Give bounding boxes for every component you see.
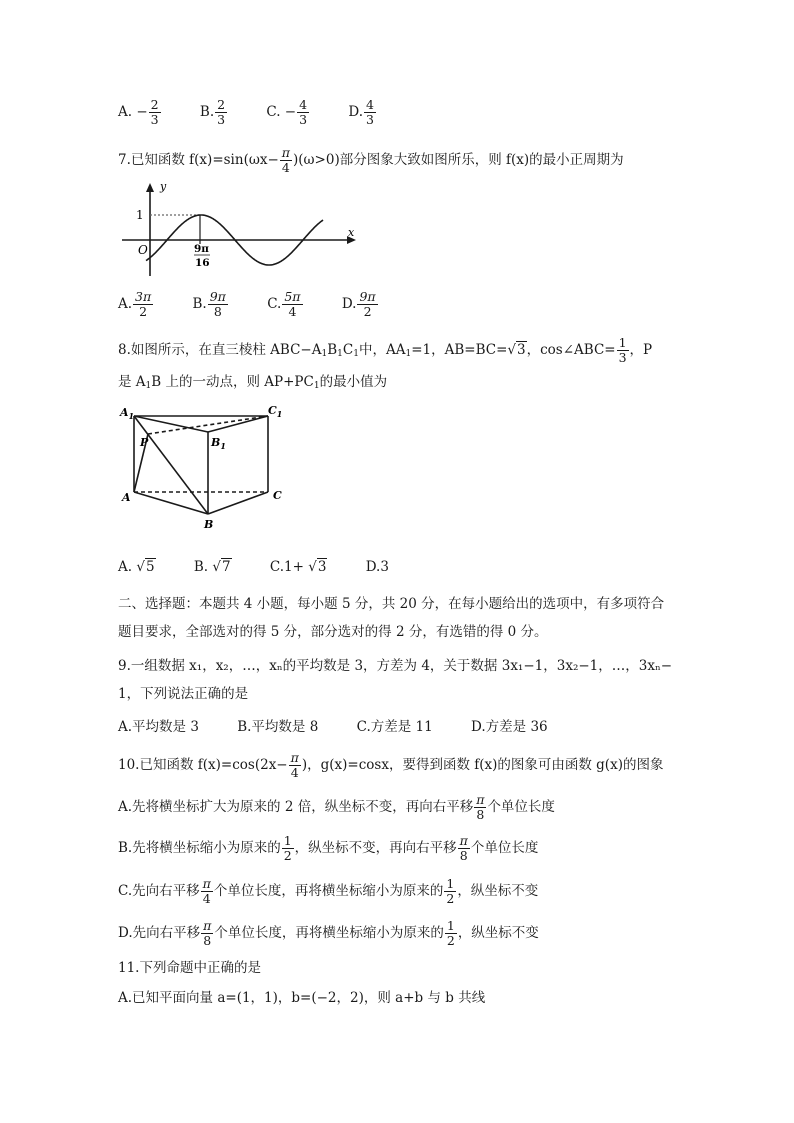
option-text: 个单位长度，再将横坐标缩小为原来的 [214, 925, 444, 941]
sqrt: √5 [136, 558, 155, 575]
q7-stem [118, 146, 624, 175]
denominator: 4 [290, 765, 299, 780]
numerator: π [203, 918, 212, 933]
option-text: ，纵坐标不变，再向右平移 [294, 840, 457, 856]
fraction [215, 98, 227, 127]
option-label: A. [118, 296, 133, 312]
numerator: 1 [618, 335, 627, 350]
denominator: 8 [203, 933, 212, 948]
option-label: C.1+ [269, 558, 304, 575]
stem-text: 中，AA [358, 342, 406, 358]
q8-stem-line-2 [118, 372, 387, 396]
option-text: 个单位长度 [487, 799, 555, 815]
label-letter: A [120, 406, 129, 419]
stem-text: ，P [629, 342, 653, 358]
numerator: 1 [283, 833, 292, 848]
origin-label: O [138, 243, 148, 257]
option-text: ，纵坐标不变 [457, 925, 539, 941]
subscript: 1 [337, 349, 343, 359]
stem-text: C [342, 342, 354, 358]
fraction [201, 919, 213, 948]
q10-stem [118, 751, 663, 780]
sqrt: √3 [308, 558, 327, 575]
q8-option-d [366, 557, 389, 577]
option-text: B.先将横坐标缩小为原来的 [118, 840, 281, 856]
label-letter: C [268, 404, 277, 417]
q9-option-d: D.方差是 36 [471, 718, 548, 735]
denominator: 4 [281, 160, 290, 175]
denominator: 3 [217, 112, 226, 127]
fraction [364, 98, 376, 127]
denominator: 4 [288, 304, 297, 319]
denominator: 8 [459, 848, 468, 863]
q10-option-d [118, 919, 539, 948]
radicand: 3 [517, 342, 526, 358]
option-label: D. [348, 104, 364, 120]
q10-option-a [118, 793, 555, 822]
q8-option-c [270, 557, 328, 577]
option-text: 个单位长度，再将横坐标缩小为原来的 [213, 883, 444, 899]
option-label: A. − [118, 104, 148, 120]
q8-options [118, 556, 423, 577]
numerator: 9π [359, 289, 376, 304]
denominator: 3 [618, 350, 627, 365]
subscript: 1 [145, 381, 152, 391]
fraction [201, 877, 213, 906]
denominator: 2 [446, 933, 455, 948]
option-label: A. [118, 558, 133, 575]
denominator: 8 [476, 807, 485, 822]
x-label: x [348, 226, 355, 239]
numerator: π [290, 750, 299, 765]
q10-option-c [118, 877, 538, 906]
numerator: 4 [299, 97, 308, 112]
q7-option-a [118, 290, 154, 319]
q8-option-a [118, 557, 156, 577]
fraction [297, 98, 309, 127]
label-a1 [119, 406, 134, 421]
stem-text: 是 A [118, 374, 146, 390]
label-subscript: 1 [276, 409, 283, 419]
section2-instructions-line-2: 题目要求，全部选对的得 5 分，部分选对的得 2 分，有选错的得 0 分。 [118, 624, 548, 640]
q9-stem-line-1: 9.一组数据 x₁，x₂，…，xₙ的平均数是 3，方差为 4，关于数据 3x₁−1，3x₂−1，…，3xₙ− [118, 658, 673, 674]
denominator: 3 [366, 112, 374, 127]
fraction [617, 336, 629, 365]
denominator: 3 [150, 112, 159, 127]
y-axis-arrow [146, 183, 154, 192]
q7-option-c [267, 290, 303, 319]
fraction [444, 877, 456, 906]
tick-label-denominator: 16 [195, 257, 210, 269]
fraction [282, 834, 294, 863]
numerator: 2 [217, 97, 226, 112]
denominator: 2 [283, 848, 292, 863]
stem-text: 的最小值为 [319, 374, 388, 390]
option-label: D. [341, 296, 357, 312]
fraction [149, 98, 161, 127]
radicand: 3 [317, 558, 327, 575]
denominator: 8 [213, 304, 222, 319]
fraction [445, 919, 457, 948]
section2-instructions-line-1: 二、选择题：本题共 4 小题，每小题 5 分，共 20 分，在每小题给出的选项中，有多项符合 [118, 596, 665, 612]
sqrt: √3 [507, 342, 526, 358]
edge-b1c1 [208, 416, 268, 432]
stem-text: 8.如图所示，在直三棱柱 ABC−A [118, 342, 322, 358]
fraction [133, 290, 153, 319]
label-subscript: 1 [128, 411, 135, 421]
option-label: B. [199, 104, 215, 120]
stem-text: ，cos∠ABC= [526, 342, 616, 358]
label-letter: B [211, 436, 221, 449]
fraction [458, 834, 470, 863]
q9-option-b: B.平均数是 8 [237, 718, 319, 735]
numerator: π [476, 792, 485, 807]
q11-stem: 11.下列命题中正确的是 [118, 960, 261, 976]
q9-options [118, 716, 582, 737]
fraction [282, 290, 302, 319]
y-label: y [160, 180, 167, 193]
numerator: 1 [446, 918, 455, 933]
q9-option-a: A.平均数是 3 [118, 718, 199, 735]
q6-option-b [200, 98, 228, 127]
q6-option-c [266, 98, 310, 127]
numerator: 2 [150, 97, 159, 112]
fraction [357, 290, 377, 319]
radicand: 7 [221, 558, 231, 575]
subscript: 1 [313, 381, 320, 391]
option-text: 个单位长度 [470, 840, 539, 856]
stem-text: B 上的一动点，则 AP+PC [151, 374, 314, 390]
q8-option-b [194, 557, 232, 577]
q6-option-a [118, 98, 162, 127]
label-c: C [273, 489, 282, 502]
stem-text: B [327, 342, 338, 358]
q9-stem-line-2: 1，下列说法正确的是 [118, 686, 249, 702]
one-label: 1 [136, 208, 144, 222]
q11-option-a: A.已知平面向量 a=(1，1)，b=(−2，2)，则 a+b 与 b 共线 [118, 990, 486, 1006]
stem-text: )，g(x)=cosx，要得到函数 f(x)的图象可由函数 g(x)的图象 [301, 757, 664, 773]
q7-option-d [342, 290, 379, 319]
option-text: C.先向右平移 [118, 883, 200, 899]
label-b: B [204, 518, 214, 531]
label-b1 [210, 436, 226, 451]
q10-option-b [118, 834, 538, 863]
option-label: D.3 [365, 558, 389, 575]
numerator: 9π [209, 289, 226, 304]
q8-prism-figure [118, 404, 288, 532]
q9-option-c: C.方差是 11 [356, 718, 433, 735]
denominator: 4 [202, 891, 211, 906]
stem-text: )(ω>0)部分图象大致如图所乐，则 f(x)的最小正周期为 [293, 152, 624, 168]
q7-options [118, 290, 413, 319]
fraction [474, 793, 486, 822]
option-label: C. [267, 296, 282, 312]
option-text: D.先向右平移 [118, 925, 201, 941]
stem-text: 10.已知函数 f(x)=cos(2x− [118, 757, 288, 773]
option-text: ，纵坐标不变 [457, 883, 539, 899]
fraction [280, 146, 292, 175]
q7-option-b [193, 290, 229, 319]
numerator: π [281, 145, 290, 160]
numerator: π [202, 876, 211, 891]
denominator: 2 [446, 891, 455, 906]
numerator: 3π [135, 289, 152, 304]
radicand: 5 [145, 558, 155, 575]
edge-bc [208, 492, 268, 514]
label-p: P [140, 436, 149, 449]
numerator: 5π [284, 289, 301, 304]
fraction [289, 751, 301, 780]
numerator: π [459, 833, 468, 848]
subscript: 1 [321, 349, 328, 359]
q6-option-d [348, 98, 377, 127]
label-subscript: 1 [220, 441, 226, 451]
subscript: 1 [405, 349, 412, 359]
stem-text: =1，AB=BC= [411, 342, 508, 358]
option-label: B. [193, 558, 209, 575]
denominator: 2 [363, 304, 372, 319]
numerator: 1 [446, 876, 455, 891]
option-text: A.先将横坐标扩大为原来的 2 倍，纵坐标不变，再向右平移 [118, 799, 474, 815]
label-c1 [268, 404, 282, 419]
option-label: C. − [266, 104, 297, 120]
sqrt: √7 [212, 558, 231, 575]
subscript: 1 [353, 349, 359, 359]
q7-sine-graph [118, 178, 368, 278]
edge-ab [134, 492, 208, 514]
option-label: B. [192, 296, 207, 312]
label-a: A [122, 491, 131, 504]
q6-options [118, 98, 411, 127]
denominator: 2 [139, 304, 148, 319]
q8-stem-line-1 [118, 336, 652, 365]
fraction [208, 290, 228, 319]
denominator: 3 [299, 112, 308, 127]
numerator: 4 [366, 97, 374, 112]
tick-label-numerator: 9π [194, 243, 209, 255]
stem-text: 7.已知函数 f(x)=sin(ωx− [118, 152, 279, 168]
